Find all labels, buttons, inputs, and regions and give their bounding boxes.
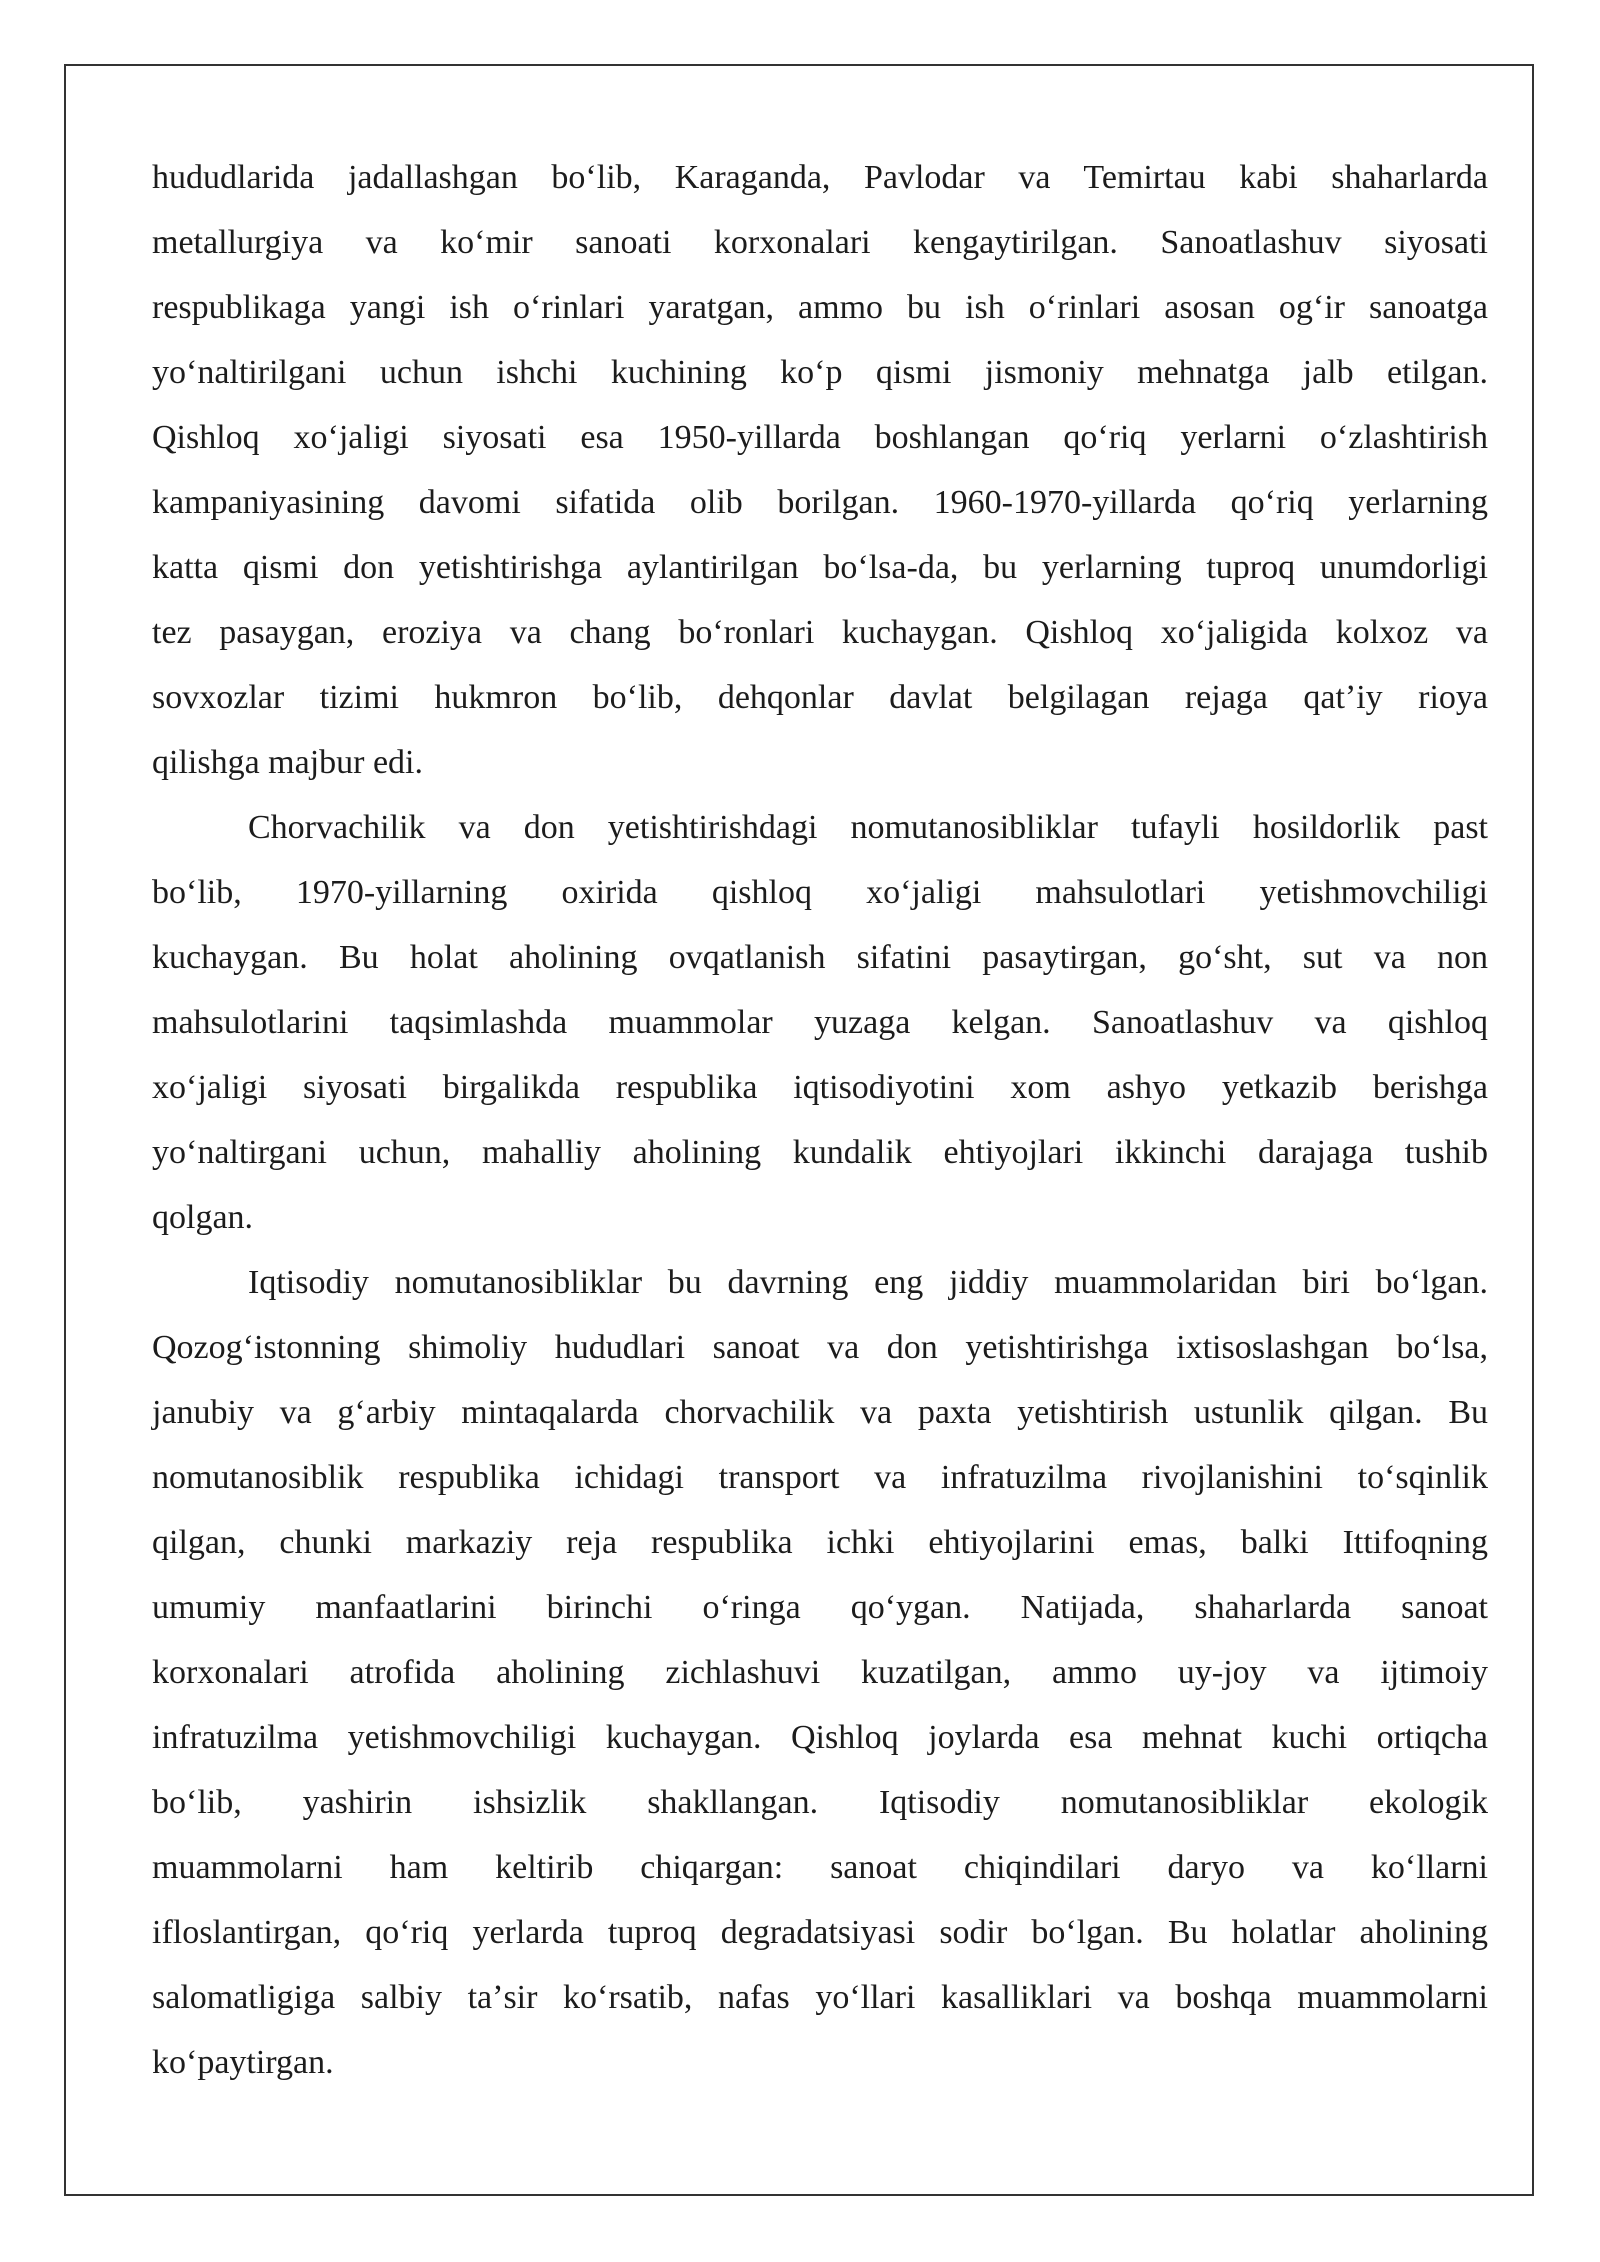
text-line: kuchaygan. Bu holat aholining ovqatlanish sifatini pasaytirgan, goʻsht, sut va non xyxy=(152,939,1488,976)
text-line: qilishga majbur edi. xyxy=(152,744,424,781)
text-line: janubiy va gʻarbiy mintaqalarda chorvachilik va paxta yetishtirish ustunlik qilgan. Bu xyxy=(152,1394,1488,1431)
text-line: infratuzilma yetishmovchiligi kuchaygan. Qishloq joylarda esa mehnat kuchi ortiqcha xyxy=(152,1719,1488,1756)
text-line: salomatligiga salbiy taʼsir koʻrsatib, nafas yoʻllari kasalliklari va boshqa muammolarni xyxy=(152,1979,1488,2016)
text-line: kampaniyasining davomi sifatida olib borilgan. 1960-1970-yillarda qoʻriq yerlarning xyxy=(152,484,1488,521)
text-line: koʻpaytirgan. xyxy=(152,2044,334,2081)
text-line: katta qismi don yetishtirishga aylantirilgan boʻlsa-da, bu yerlarning tuproq unumdorligi xyxy=(152,549,1488,586)
text-line: Chorvachilik va don yetishtirishdagi nomutanosibliklar tufayli hosildorlik past xyxy=(248,809,1488,846)
text-line: Iqtisodiy nomutanosibliklar bu davrning eng jiddiy muammolaridan biri boʻlgan. xyxy=(248,1264,1488,1301)
document-body xyxy=(152,145,1488,2095)
text-line: hududlarida jadallashgan boʻlib, Karaganda, Pavlodar va Temirtau kabi shaharlarda xyxy=(152,159,1488,196)
text-line: Qishloq xoʻjaligi siyosati esa 1950-yillarda boshlangan qoʻriq yerlarni oʻzlashtirish xyxy=(152,419,1488,456)
text-line: nomutanosiblik respublika ichidagi transport va infratuzilma rivojlanishini toʻsqinlik xyxy=(152,1459,1488,1496)
text-line: yoʻnaltirilgani uchun ishchi kuchining koʻp qismi jismoniy mehnatga jalb etilgan. xyxy=(152,354,1488,391)
text-line: ifloslantirgan, qoʻriq yerlarda tuproq degradatsiyasi sodir boʻlgan. Bu holatlar aholining xyxy=(152,1914,1488,1951)
text-line: qilgan, chunki markaziy reja respublika ichki ehtiyojlarini emas, balki Ittifoqning xyxy=(152,1524,1488,1561)
text-line: yoʻnaltirgani uchun, mahalliy aholining kundalik ehtiyojlari ikkinchi darajaga tushib xyxy=(152,1134,1488,1171)
paragraph xyxy=(152,145,1488,795)
text-line: umumiy manfaatlarini birinchi oʻringa qoʻygan. Natijada, shaharlarda sanoat xyxy=(152,1589,1488,1626)
text-line: sovxozlar tizimi hukmron boʻlib, dehqonlar davlat belgilagan rejaga qatʼiy rioya xyxy=(152,679,1488,716)
text-line: tez pasaygan, eroziya va chang boʻronlari kuchaygan. Qishloq xoʻjaligida kolxoz va xyxy=(152,614,1488,651)
text-line: qolgan. xyxy=(152,1199,254,1236)
text-line: respublikaga yangi ish oʻrinlari yaratgan, ammo bu ish oʻrinlari asosan ogʻir sanoatga xyxy=(152,289,1488,326)
text-line: korxonalari atrofida aholining zichlashuvi kuzatilgan, ammo uy-joy va ijtimoiy xyxy=(152,1654,1488,1691)
text-line: metallurgiya va koʻmir sanoati korxonalari kengaytirilgan. Sanoatlashuv siyosati xyxy=(152,224,1488,261)
text-line: mahsulotlarini taqsimlashda muammolar yuzaga kelgan. Sanoatlashuv va qishloq xyxy=(152,1004,1488,1041)
text-line: muammolarni ham keltirib chiqargan: sanoat chiqindilari daryo va koʻllarni xyxy=(152,1849,1488,1886)
text-line: boʻlib, 1970-yillarning oxirida qishloq xoʻjaligi mahsulotlari yetishmovchiligi xyxy=(152,874,1488,911)
paragraph xyxy=(152,1250,1488,2095)
paragraph xyxy=(152,795,1488,1250)
text-line: xoʻjaligi siyosati birgalikda respublika iqtisodiyotini xom ashyo yetkazib berishga xyxy=(152,1069,1488,1106)
text-line: Qozogʻistonning shimoliy hududlari sanoat va don yetishtirishga ixtisoslashgan boʻlsa, xyxy=(152,1329,1488,1366)
text-line: boʻlib, yashirin ishsizlik shakllangan. Iqtisodiy nomutanosibliklar ekologik xyxy=(152,1784,1488,1821)
